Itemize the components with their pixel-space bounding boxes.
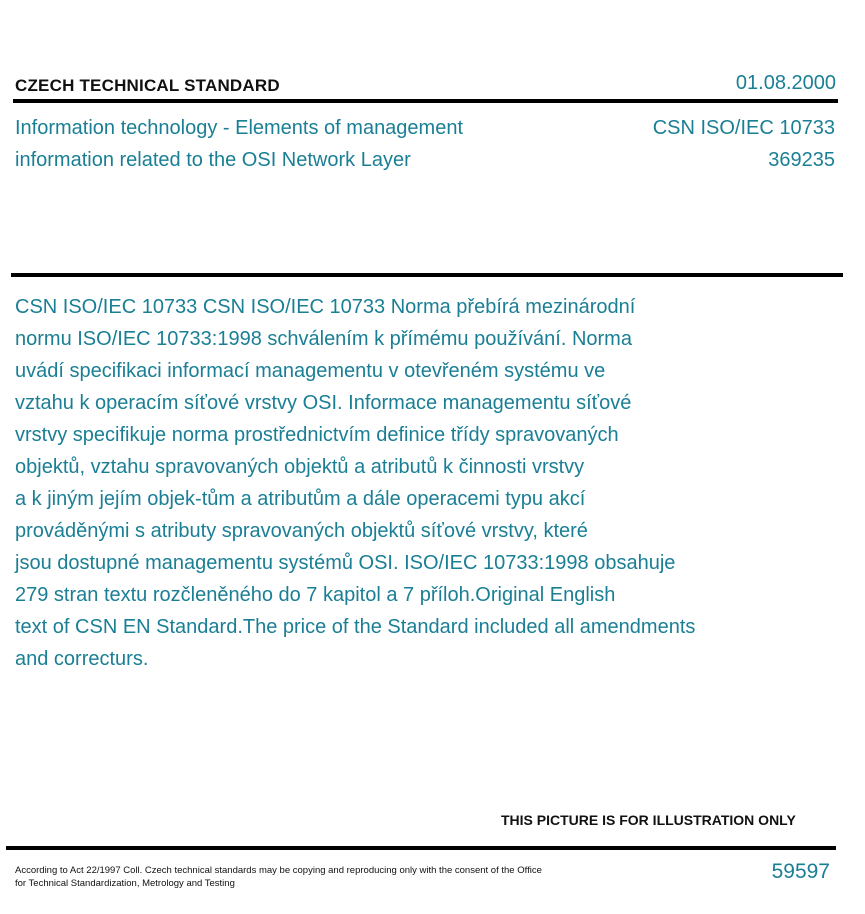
illustration-disclaimer: THIS PICTURE IS FOR ILLUSTRATION ONLY: [501, 812, 796, 828]
legal-notice-line: According to Act 22/1997 Coll. Czech technical standards may be copying and reproducing only with the consent of the Office: [15, 865, 542, 876]
description-line: normu ISO/IEC 10733:1998 schválením k přímému používání. Norma: [15, 328, 632, 350]
standard-title-line-1: Information technology - Elements of management: [15, 117, 464, 139]
description-line: vrstvy specifikuje norma prostřednictvím definice třídy spravovaných: [15, 424, 619, 446]
description-line: vztahu k operacím síťové vrstvy OSI. Informace managementu síťové: [15, 392, 632, 414]
description-line: CSN ISO/IEC 10733 CSN ISO/IEC 10733 Norma přebírá mezinárodní: [15, 296, 636, 318]
legal-notice: [15, 864, 615, 890]
catalog-number: 369235: [768, 149, 835, 171]
standard-title-line-2: information related to the OSI Network Layer: [15, 149, 411, 171]
legal-notice-line: for Technical Standardization, Metrology and Testing: [15, 878, 235, 889]
title-divider: [11, 273, 843, 277]
description-line: a k jiným jejím objek-tům a atributům a dále operacemi typu akcí: [15, 488, 586, 510]
description-line: 279 stran textu rozčleněného do 7 kapitol a 7 příloh.Original English: [15, 584, 616, 606]
description-line: text of CSN EN Standard.The price of the Standard included all amendments: [15, 616, 696, 638]
description-line: jsou dostupné managementu systémů OSI. ISO/IEC 10733:1998 obsahuje: [15, 552, 676, 574]
footer-divider: [6, 846, 836, 850]
standard-code: CSN ISO/IEC 10733: [652, 117, 835, 139]
description-line: objektů, vztahu spravovaných objektů a atributů k činnosti vrstvy: [15, 456, 585, 478]
document-number: 59597: [771, 860, 830, 883]
description-line: prováděnými s atributy spravovaných objektů síťové vrstvy, které: [15, 520, 588, 542]
description-line: and correcturs.: [15, 648, 149, 670]
document-type-label: CZECH TECHNICAL STANDARD: [15, 76, 280, 95]
description-line: uvádí specifikaci informací managementu v otevřeném systému ve: [15, 360, 606, 382]
publication-date: 01.08.2000: [735, 72, 836, 94]
standard-description: [15, 291, 755, 675]
header-divider: [13, 99, 838, 103]
